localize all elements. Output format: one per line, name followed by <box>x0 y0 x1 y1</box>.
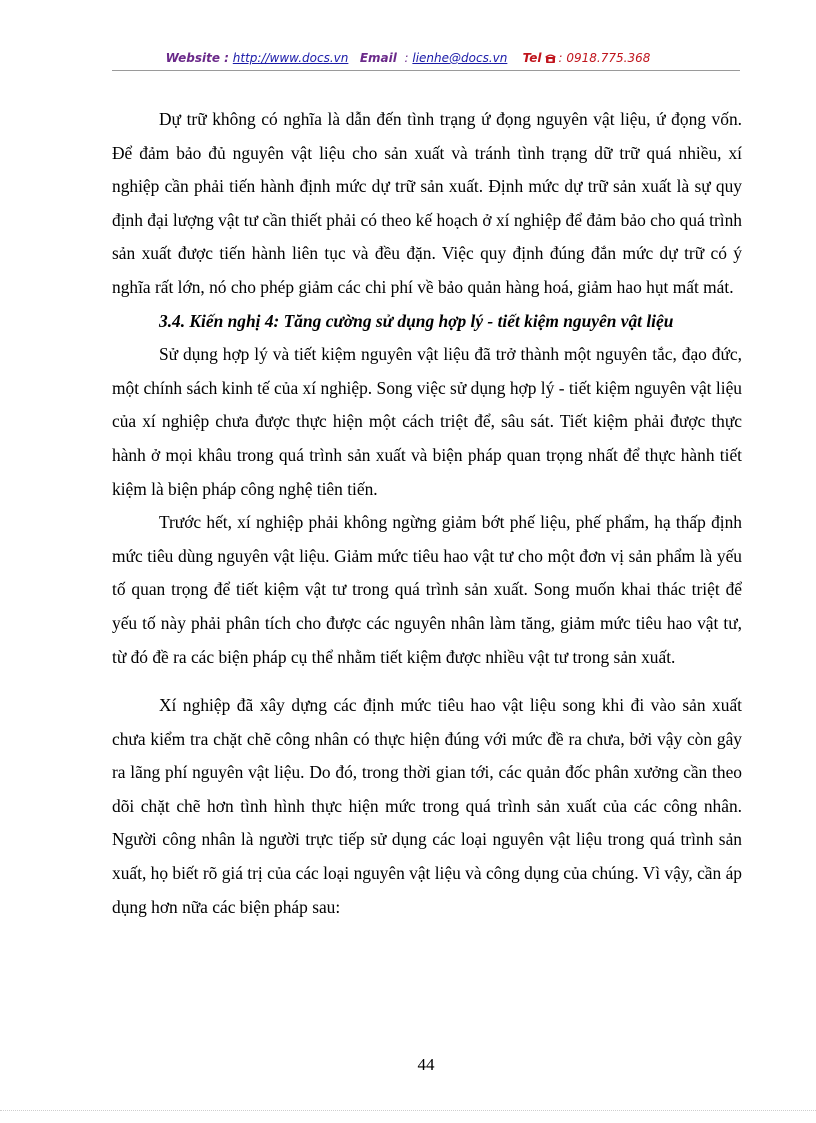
telephone-icon <box>545 53 556 63</box>
paragraph-reduce-waste: Trước hết, xí nghiệp phải không ngừng giảm bớt phế liệu, phế phẩm, hạ thấp định mức tiêu dùng nguyên vật liệu. Giảm mức tiêu hao vật tư cho một đơn vị sản phẩm là yếu tố quan trọng để tiết kiệm vật tư trong quá trình sản xuất. Song muốn khai thác triệt để yếu tố này phải phân tích cho được các nguyên nhân làm tăng, giảm mức tiêu hao vật tư, từ đó đề ra các biện pháp cụ thể nhằm tiết kiệm được nhiều vật tư trong sản xuất. <box>112 512 742 667</box>
page-header <box>0 49 816 67</box>
paragraph-rational-use: Sử dụng hợp lý và tiết kiệm nguyên vật liệu đã trở thành một nguyên tắc, đạo đức, một chính sách kinh tế của xí nghiệp. Song việc sử dụng hợp lý - tiết kiệm nguyên vật liệu của xí nghiệp chưa được thực hiện một cách triệt để, sâu sát. Tiết kiệm phải được thực hành ở mọi khâu trong quá trình sản xuất và biện pháp quan trọng nhất để thực hành tiết kiệm là biện pháp công nghệ tiên tiến. <box>112 344 742 499</box>
email-separator: : <box>404 51 409 65</box>
page-number: 44 <box>417 1055 435 1074</box>
section-heading: 3.4. Kiến nghị 4: Tăng cường sử dụng hợp lý - tiết kiệm nguyên vật liệu <box>159 310 674 331</box>
email-label: Email <box>359 51 397 65</box>
paragraph-reserve: Dự trữ không có nghĩa là dẫn đến tình trạng ứ đọng nguyên vật liệu, ứ đọng vốn. Để đảm bảo đủ nguyên vật liệu cho sản xuất và tránh tình trạng dữ trữ quá nhiều, xí nghiệp cần phải tiến hành định mức dự trữ sản xuất. Định mức dự trữ sản xuất là sự quy định đại lượng vật tư cần thiết phải có theo kế hoạch ở xí nghiệp để đảm bảo cho quá trình sản xuất được tiến hành liên tục và đều đặn. Việc quy định đúng đắn mức dự trữ có ý nghĩa rất lớn, nó cho phép giảm các chi phí về bảo quản hàng hoá, giảm hao hụt mất mát. <box>112 109 742 297</box>
header-divider <box>112 70 740 71</box>
website-label: Website : <box>165 51 229 65</box>
document-body <box>112 103 742 924</box>
email-link[interactable]: lienhe@docs.vn <box>412 51 508 65</box>
website-link[interactable]: http://www.docs.vn <box>232 51 349 65</box>
footer-divider <box>0 1110 816 1111</box>
tel-label: Tel <box>522 51 542 65</box>
paragraph-consumption-norms: Xí nghiệp đã xây dựng các định mức tiêu hao vật liệu song khi đi vào sản xuất chưa kiểm tra chặt chẽ công nhân có thực hiện đúng với mức đề ra chưa, bởi vậy còn gây ra lãng phí nguyên vật liệu. Do đó, trong thời gian tới, các quản đốc phân xưởng cần theo dõi chặt chẽ hơn tình hình thực hiện mức trong quá trình sản xuất của các công nhân. Người công nhân là người trực tiếp sử dụng các loại nguyên vật liệu trong quá trình sản xuất, họ biết rõ giá trị của các loại nguyên vật liệu và công dụng của chúng. Vì vậy, cần áp dụng hơn nữa các biện pháp sau: <box>112 695 742 917</box>
tel-value: : 0918.775.368 <box>558 51 651 65</box>
